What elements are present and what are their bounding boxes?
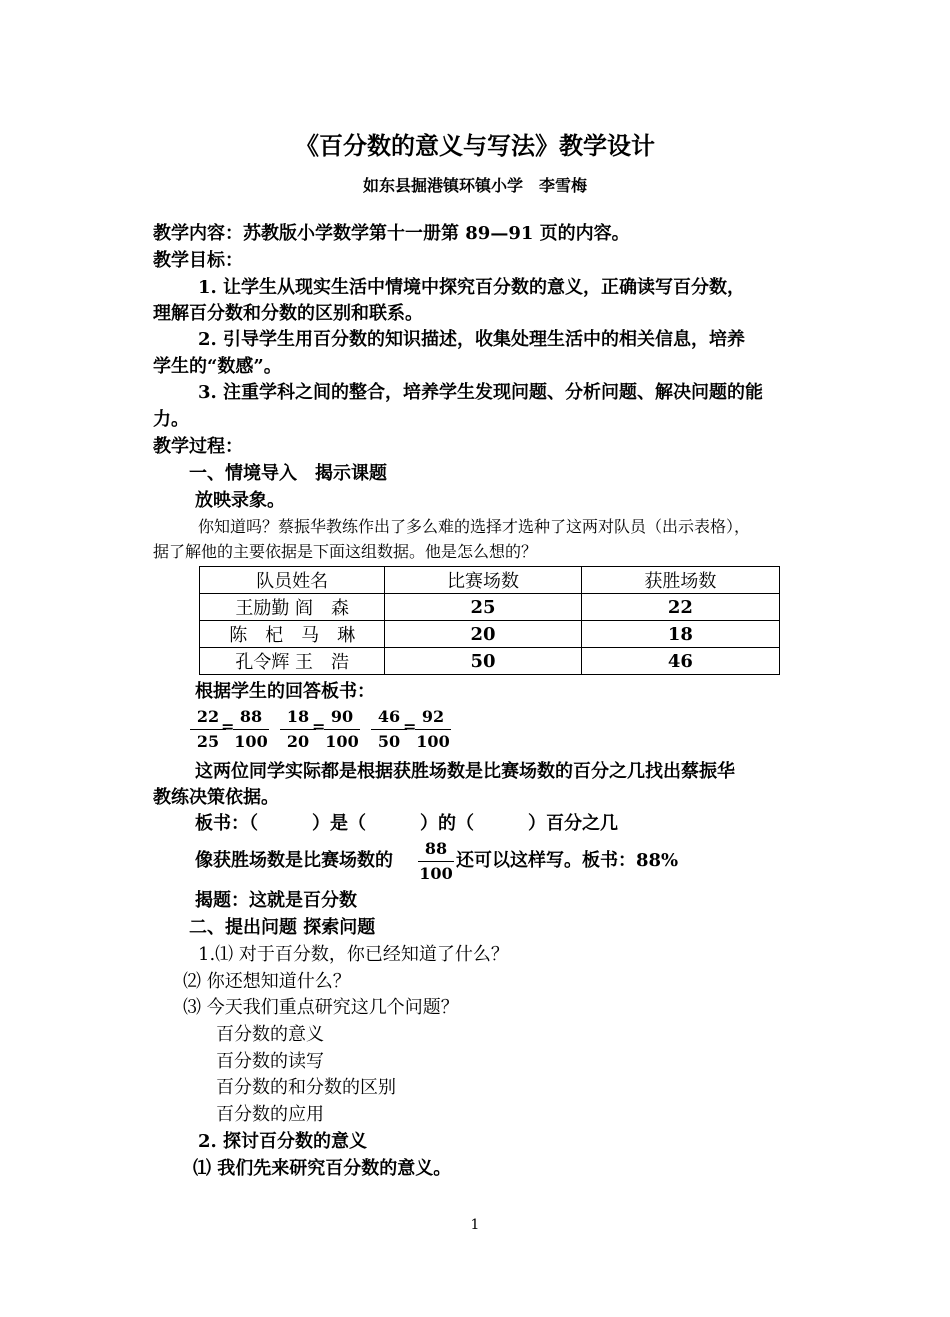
table-cell: 20 <box>385 621 581 648</box>
discuss-step1: ⑴ 我们先来研究百分数的意义。 <box>193 1158 452 1179</box>
question-line1: 你知道吗？蔡振华教练作出了多么难的选择才选种了这两对队员（出示表格）， <box>198 517 751 536</box>
author-line: 如东县掘港镇环镇小学 李雪梅 <box>362 176 587 195</box>
fraction-denominator: 25 <box>196 732 220 751</box>
table-cell: 22 <box>581 594 779 621</box>
fraction-denominator: 100 <box>419 864 453 883</box>
fraction-numerator: 18 <box>286 707 310 726</box>
table-cell: 25 <box>385 594 581 621</box>
fraction <box>413 707 453 754</box>
topic-item: 百分数的意义 <box>216 1024 324 1045</box>
fraction-denominator: 20 <box>286 732 310 751</box>
table-row <box>200 594 780 621</box>
goal2-line2: 学生的“数感”。 <box>153 356 282 377</box>
table-cell: 50 <box>385 648 581 675</box>
topic-item: 百分数的应用 <box>216 1104 324 1125</box>
page-number: 1 <box>470 1217 480 1233</box>
question-2: ⑵ 你还想知道什么？ <box>183 971 351 992</box>
reveal-line: 揭题：这就是百分数 <box>195 890 357 911</box>
write-like-suffix: 还可以这样写。板书：88% <box>456 850 679 871</box>
fraction-numerator: 22 <box>196 707 220 726</box>
goal1-line1: 1. 让学生从现实生活中情境中探究百分数的意义，正确读写百分数， <box>198 277 746 298</box>
process-heading: 教学过程： <box>153 436 243 457</box>
teaching-content: 教学内容：苏教版小学数学第十一册第 89—91 页的内容。 <box>153 223 630 244</box>
table-header-cell: 比赛场数 <box>385 567 581 594</box>
topic-item: 百分数的和分数的区别 <box>216 1077 396 1098</box>
play-video-line: 放映录象。 <box>195 490 285 511</box>
fraction <box>322 707 362 754</box>
table-header-cell: 队员姓名 <box>200 567 385 594</box>
goal3-line2: 力。 <box>153 409 189 430</box>
equals-sign: = <box>403 717 417 736</box>
question-3: ⑶ 今天我们重点研究这几个问题？ <box>183 997 459 1018</box>
explain-line1: 这两位同学实际都是根据获胜场数是比赛场数的百分之几找出蔡振华 <box>195 761 735 782</box>
table-cell: 46 <box>581 648 779 675</box>
goals-heading: 教学目标： <box>153 250 243 271</box>
fraction <box>231 707 271 754</box>
table-cell: 王励勤 阎 森 <box>200 594 385 621</box>
equals-sign: = <box>221 717 235 736</box>
fraction-denominator: 100 <box>325 732 359 751</box>
discuss-heading: 2. 探讨百分数的意义 <box>198 1131 368 1152</box>
board-blank-line: 板书：（ ）是（ ）的（ ）百分之几 <box>195 813 618 834</box>
table-header-cell: 获胜场数 <box>581 567 779 594</box>
equals-sign: = <box>312 717 326 736</box>
board-intro: 根据学生的回答板书： <box>195 681 375 702</box>
fraction-denominator: 50 <box>377 732 401 751</box>
explain-line2: 教练决策依据。 <box>153 787 279 808</box>
table-cell: 陈 杞 马 琳 <box>200 621 385 648</box>
table-row <box>200 648 780 675</box>
fraction-numerator: 90 <box>330 707 354 726</box>
table-cell: 孔令辉 王 浩 <box>200 648 385 675</box>
fraction-numerator: 46 <box>377 707 401 726</box>
table-row <box>200 621 780 648</box>
table-header-row <box>200 567 780 594</box>
goal2-line1: 2. 引导学生用百分数的知识描述，收集处理生活中的相关信息，培养 <box>198 329 746 350</box>
write-like-prefix: 像获胜场数是比赛场数的 <box>195 850 393 871</box>
fraction <box>416 839 456 886</box>
fraction-denominator: 100 <box>416 732 450 751</box>
document-title: 《百分数的意义与写法》教学设计 <box>295 131 655 160</box>
section2-heading: 二、提出问题 探索问题 <box>189 917 376 938</box>
player-data-table <box>199 566 780 675</box>
fraction-numerator: 92 <box>421 707 445 726</box>
fraction-denominator: 100 <box>234 732 268 751</box>
fraction-numerator: 88 <box>424 839 448 858</box>
goal1-line2: 理解百分数和分数的区别和联系。 <box>153 303 423 324</box>
table-cell: 18 <box>581 621 779 648</box>
fraction-numerator: 88 <box>239 707 263 726</box>
goal3-line1: 3. 注重学科之间的整合，培养学生发现问题、分析问题、解决问题的能 <box>198 382 764 403</box>
question-1: 1.⑴ 对于百分数，你已经知道了什么？ <box>198 944 509 965</box>
topic-item: 百分数的读写 <box>216 1051 324 1072</box>
question-line2: 据了解他的主要依据是下面这组数据。他是怎么想的？ <box>153 542 538 561</box>
section1-heading: 一、情境导入 揭示课题 <box>189 463 387 484</box>
